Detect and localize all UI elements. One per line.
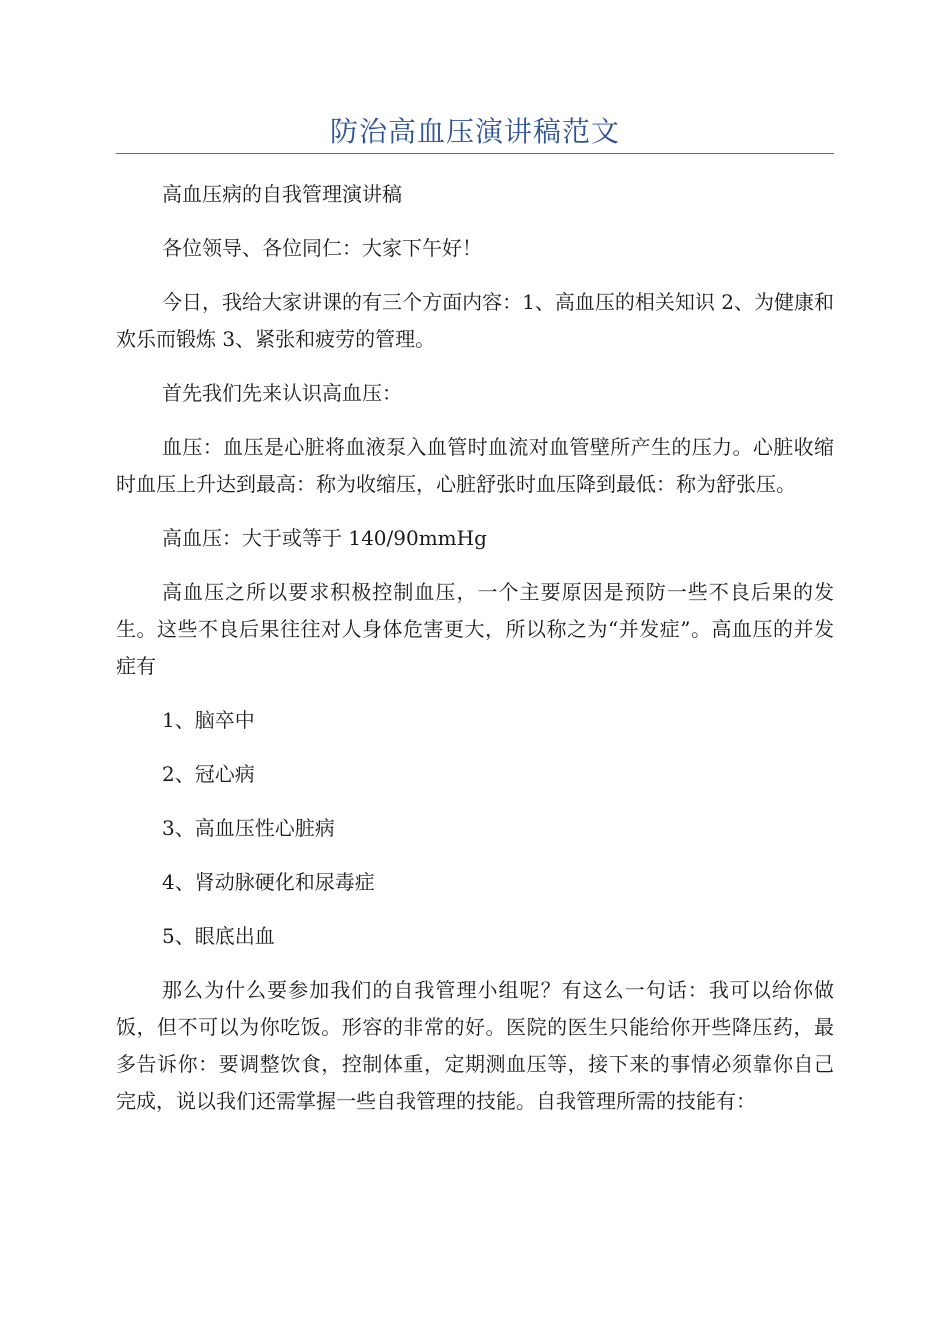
list-item: 4、肾动脉硬化和尿毒症: [162, 870, 375, 894]
complications-intro-paragraph: 高血压之所以要求积极控制血压，一个主要原因是预防一些不良后果的发生。这些不良后果往往对人身体危害更大，所以称之为“并发症”。高血压的并发症有: [116, 580, 834, 678]
document-body: [116, 176, 834, 1137]
list-item: 1、脑卒中: [162, 708, 255, 732]
intro-paragraph: 今日，我给大家讲课的有三个方面内容：1、高血压的相关知识 2、为健康和欢乐而锻炼 3、紧张和疲劳的管理。: [116, 290, 834, 351]
speech-subtitle: 高血压病的自我管理演讲稿: [162, 182, 402, 206]
document-title: 防治高血压演讲稿范文: [329, 115, 620, 148]
list-item: 2、冠心病: [162, 762, 255, 786]
blood-pressure-definition: 血压：血压是心脏将血液泵入血管时血流对血管壁所产生的压力。心脏收缩时血压上升达到最高：称为收缩压，心脏舒张时血压降到最低：称为舒张压。: [116, 435, 834, 496]
title-underline: [116, 153, 834, 154]
first-heading-paragraph: 首先我们先来认识高血压：: [162, 381, 402, 405]
hypertension-definition: 高血压：大于或等于 140/90mmHg: [162, 526, 487, 550]
greeting-paragraph: 各位领导、各位同仁：大家下午好！: [162, 236, 482, 260]
list-item: 3、高血压性心脏病: [162, 816, 335, 840]
list-item: 5、眼底出血: [162, 924, 275, 948]
self-management-paragraph: 那么为什么要参加我们的自我管理小组呢？有这么一句话：我可以给你做饭，但不可以为你吃饭。形容的非常的好。医院的医生只能给你开些降压药，最多告诉你：要调整饮食，控制体重，定期测血压等，接下来的事情必须靠你自己完成，说以我们还需掌握一些自我管理的技能。自我管理所需的技能有：: [116, 978, 834, 1113]
